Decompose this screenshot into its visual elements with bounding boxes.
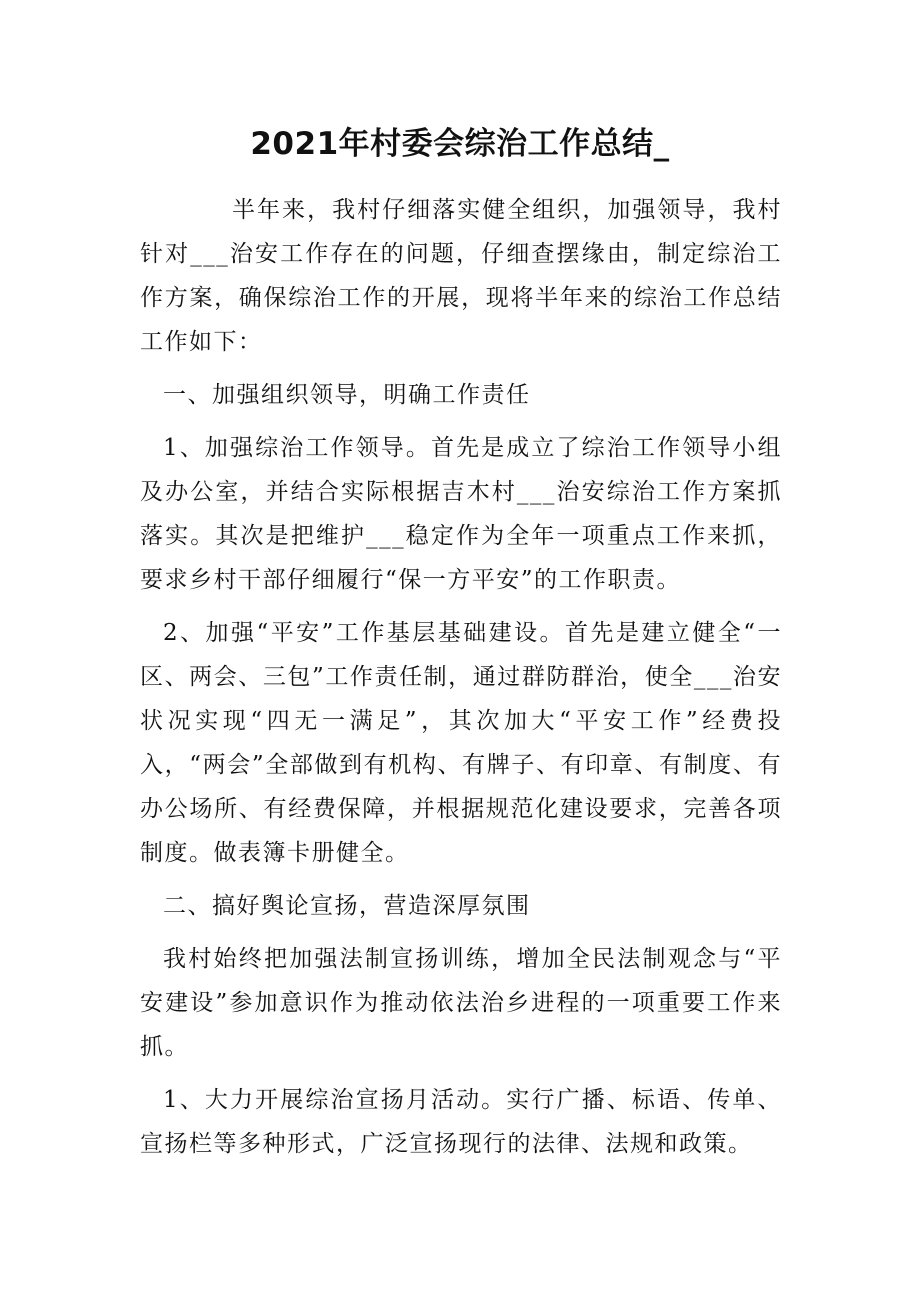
paragraph-intro: 半年来，我村仔细落实健全组织，加强领导，我村针对___治安工作存在的问题，仔细查摆缘由，制定综治工作方案，确保综治工作的开展，现将半年来的综治工作总结工作如下： (140, 197, 782, 355)
paragraph-1-1: 1、加强综治工作领导。首先是成立了综治工作领导小组及办公室，并结合实际根据吉木村___治安综治工作方案抓落实。其次是把维护___稳定作为全年一项重点工作来抓，要求乡村干部仔细履行“保一方平安”的工作职责。 (140, 435, 782, 593)
paragraph-1-2: 2、加强“平安”工作基层基础建设。首先是建立健全“一区、两会、三包”工作责任制，通过群防群治，使全___治安状况实现“四无一满足”，其次加大“平安工作”经费投入，“两会”全部做到有机构、有牌子、有印章、有制度、有办公场所、有经费保障，并根据规范化建设要求，完善各项制度。做表簿卡册健全。 (140, 620, 782, 866)
paragraph-2-intro: 我村始终把加强法制宣扬训练，增加全民法制观念与“平安建设”参加意识作为推动依法治乡进程的一项重要工作来抓。 (140, 946, 782, 1060)
document-body (140, 188, 782, 1175)
section-heading-2: 二、搞好舆论宣扬，营造深厚氛围 (163, 893, 531, 919)
paragraph-2-1: 1、大力开展综治宣扬月活动。实行广播、标语、传单、宣扬栏等多种形式，广泛宣扬现行的法律、法规和政策。 (140, 1087, 782, 1157)
document-title: 2021年村委会综治工作总结_ (250, 126, 670, 162)
section-heading-1: 一、加强组织领导，明确工作责任 (163, 382, 531, 408)
